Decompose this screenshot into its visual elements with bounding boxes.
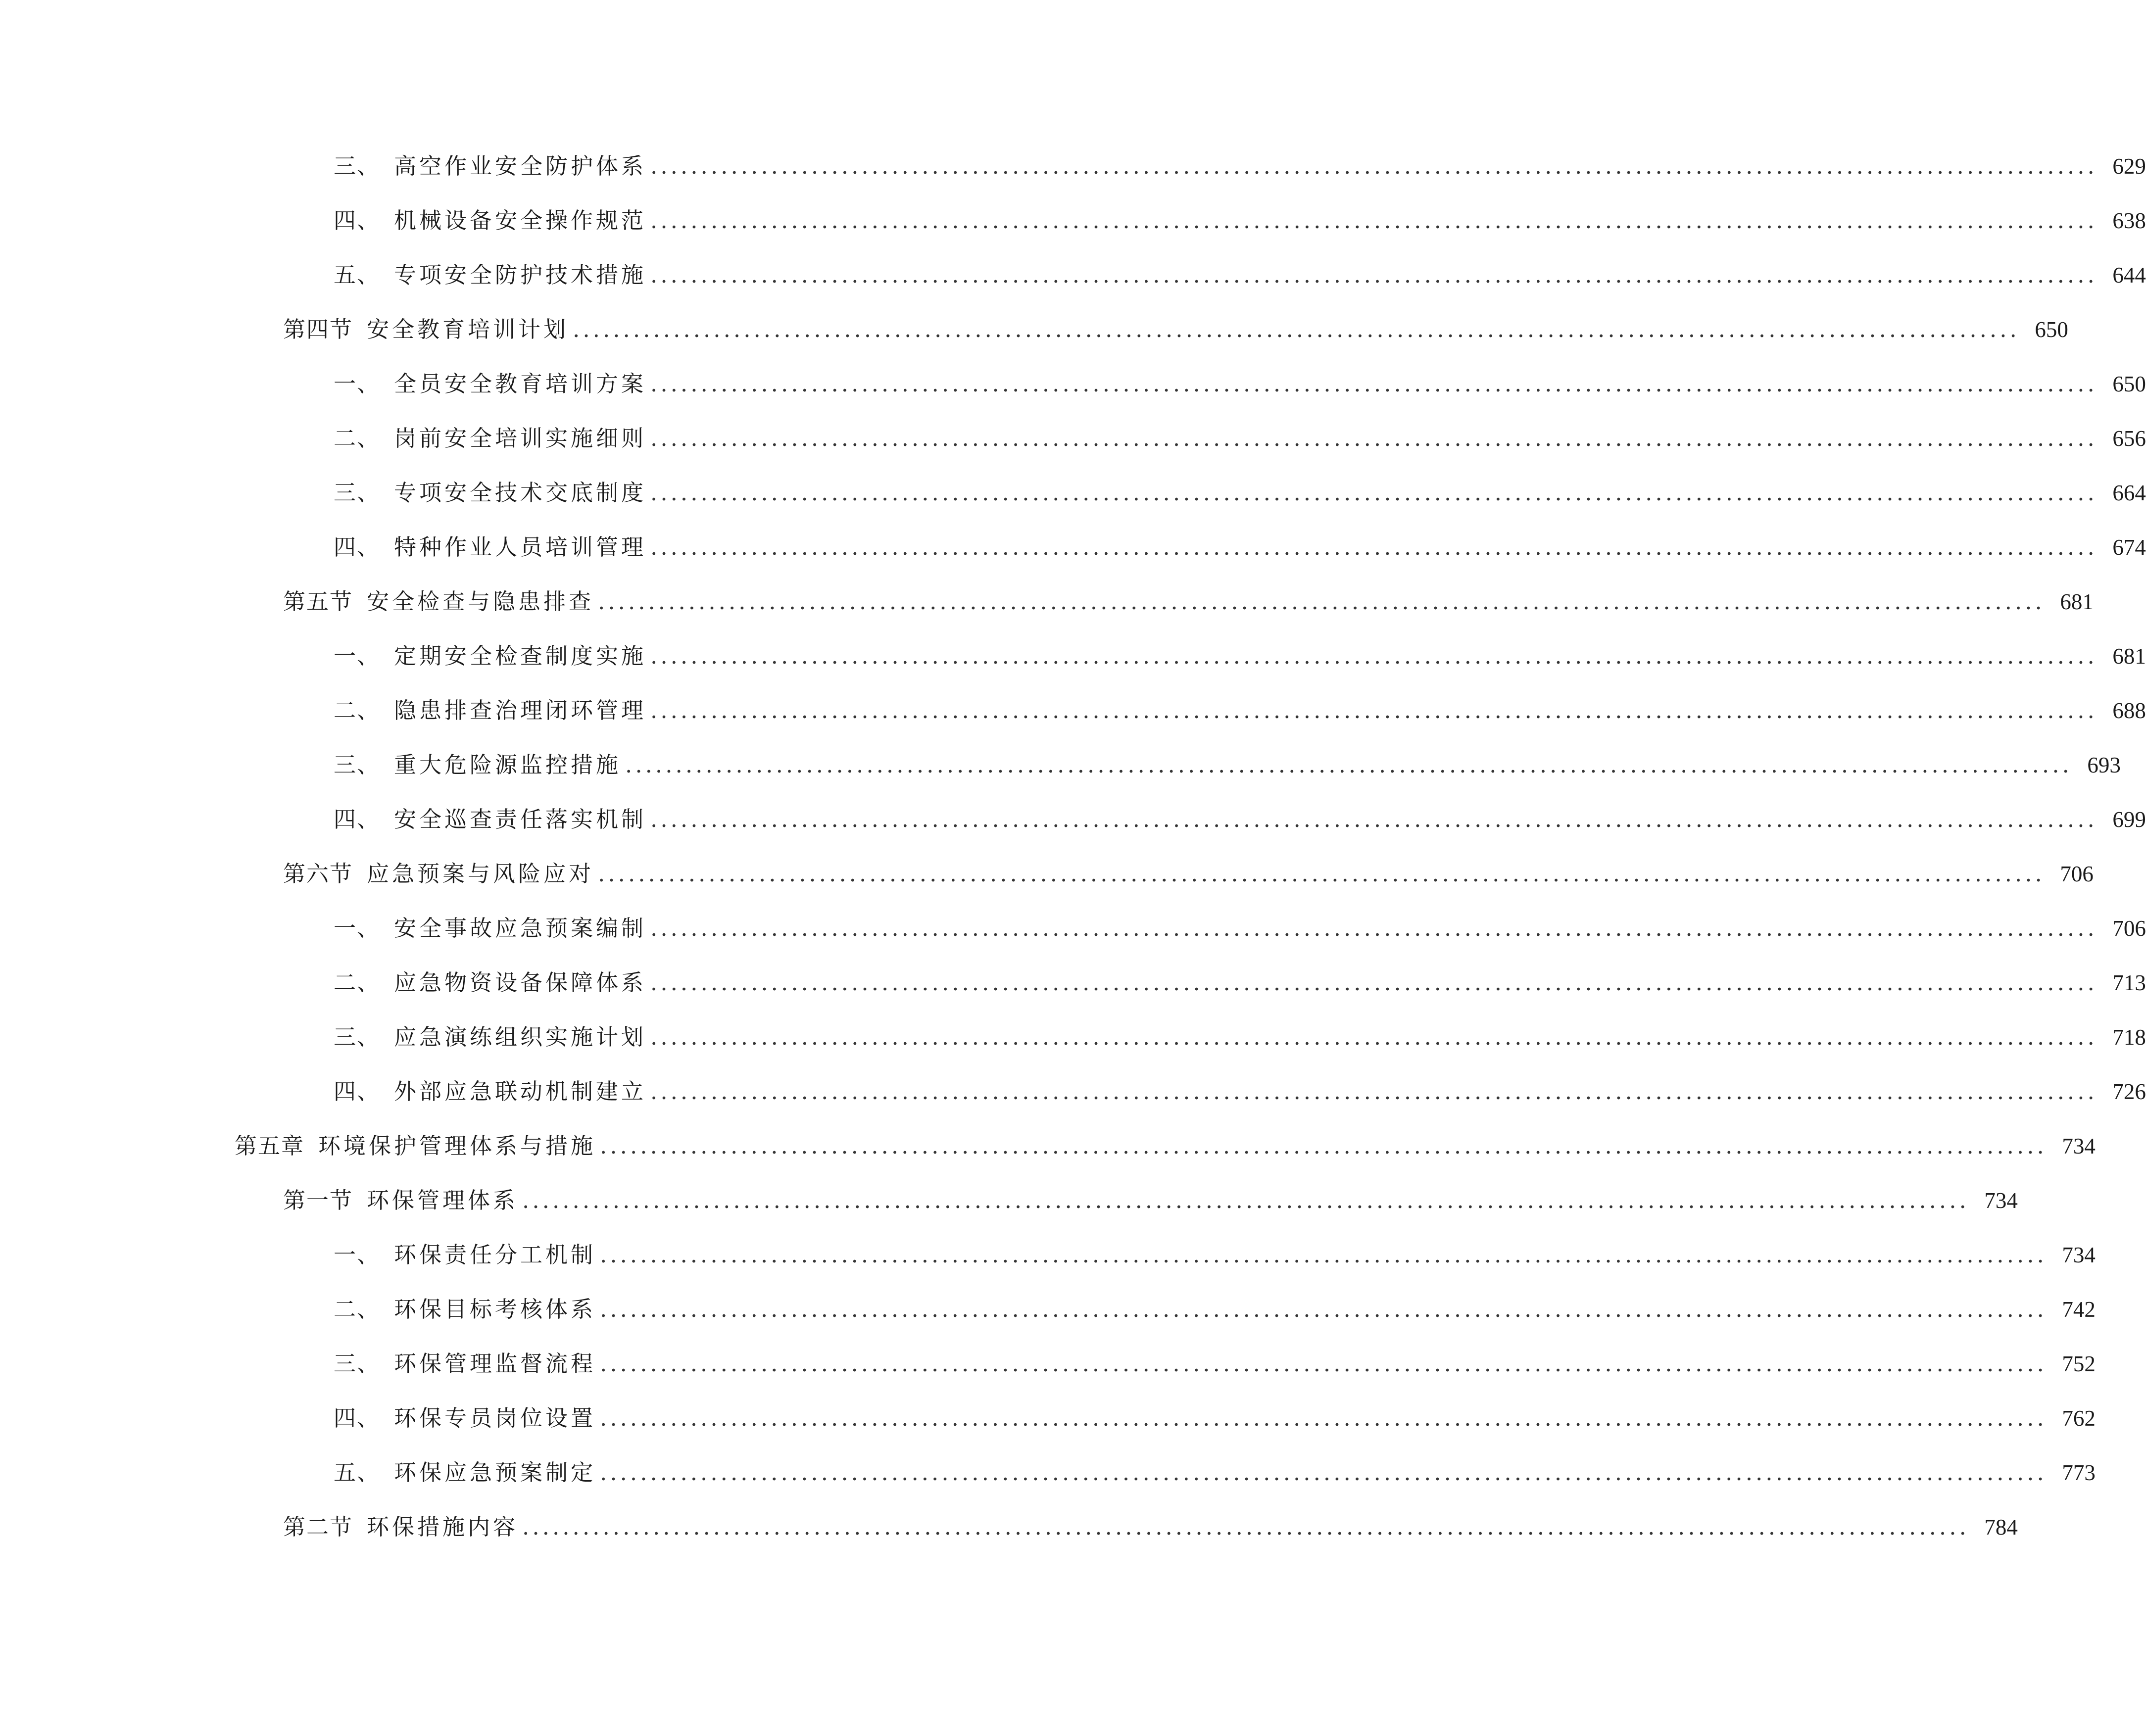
dot-leader: ................................................................................................................................................ [625,752,2072,778]
page-number: 681 [2112,644,2146,669]
dot-leader: ................................................................................................................................................ [650,425,2097,451]
entry-title: 环保管理体系 [367,1187,519,1213]
toc-entry[interactable] [334,745,2121,785]
entry-title: 环保管理监督流程 [394,1350,596,1377]
page-number: 699 [2112,807,2146,832]
entry-title: 专项安全技术交底制度 [394,480,647,506]
dot-leader: ................................................................................................................................................ [650,643,2097,669]
toc-entry[interactable] [334,419,2146,458]
entry-title: 外部应急联动机制建立 [394,1078,647,1105]
toc-entry[interactable] [334,528,2146,567]
entry-number: 三、 [334,153,381,179]
page-number: 734 [1984,1188,2018,1213]
entry-title: 重大危险源监控措施 [394,752,622,778]
toc-entry[interactable] [334,1453,2096,1493]
entry-number: 一、 [334,371,381,397]
dot-leader: ................................................................................................................................................ [600,1350,2047,1377]
page-number: 656 [2112,426,2146,451]
toc-entry[interactable] [334,1290,2096,1329]
toc-entry[interactable] [334,201,2146,241]
entry-title: 环保应急预案制定 [394,1459,596,1486]
entry-number: 三、 [334,1350,381,1377]
toc-entry[interactable] [283,1181,2018,1220]
entry-number: 四、 [334,1405,381,1431]
entry-number: 第四节 [283,316,353,342]
entry-number: 第五章 [235,1133,305,1159]
entry-number: 二、 [334,969,381,996]
dot-leader: ................................................................................................................................................ [650,915,2097,941]
entry-title: 应急物资设备保障体系 [394,969,647,996]
page-number: 742 [2062,1297,2096,1322]
entry-number: 二、 [334,425,381,451]
toc-entry[interactable] [334,255,2146,295]
entry-title: 特种作业人员培训管理 [394,534,647,560]
page-number: 629 [2112,154,2146,179]
entry-number: 第一节 [283,1187,353,1213]
entry-number: 四、 [334,1078,381,1105]
dot-leader: ................................................................................................................................................ [522,1514,1969,1540]
page-number: 706 [2060,862,2094,886]
dot-leader: ................................................................................................................................................ [650,207,2097,234]
toc-entry[interactable] [283,854,2094,894]
entry-title: 高空作业安全防护体系 [394,153,647,179]
entry-number: 一、 [334,915,381,941]
page-number: 650 [2112,372,2146,396]
dot-leader: ................................................................................................................................................ [650,153,2097,179]
dot-leader: ................................................................................................................................................ [650,969,2097,996]
dot-leader: ................................................................................................................................................ [598,861,2045,887]
toc-entry[interactable] [334,364,2146,404]
toc-entry[interactable] [334,636,2146,676]
entry-number: 三、 [334,1024,381,1050]
toc-entry[interactable] [334,909,2146,948]
toc-entry[interactable] [283,1507,2018,1547]
toc-entry[interactable] [334,963,2146,1003]
entry-title: 安全事故应急预案编制 [394,915,647,941]
toc-entry[interactable] [334,1235,2096,1275]
toc-entry[interactable] [283,582,2094,622]
dot-leader: ................................................................................................................................................ [598,588,2045,615]
entry-title: 安全教育培训计划 [367,316,569,342]
page-number: 713 [2112,970,2146,995]
dot-leader: ................................................................................................................................................ [650,1078,2097,1105]
dot-leader: ................................................................................................................................................ [600,1405,2047,1431]
page-number: 726 [2112,1079,2146,1104]
toc-entry[interactable] [283,310,2068,349]
page-number: 752 [2062,1351,2096,1376]
entry-title: 环境保护管理体系与措施 [318,1133,596,1159]
entry-title: 环保专员岗位设置 [394,1405,596,1431]
page-number: 650 [2035,317,2068,342]
dot-leader: ................................................................................................................................................ [600,1133,2047,1159]
page-number: 718 [2112,1025,2146,1050]
toc-entry[interactable] [334,691,2146,730]
page-number: 688 [2112,698,2146,723]
entry-title: 安全检查与隐患排查 [367,588,594,615]
entry-title: 环保措施内容 [367,1514,519,1540]
entry-number: 第五节 [283,588,353,615]
entry-number: 四、 [334,806,381,832]
toc-entry[interactable] [334,800,2146,839]
dot-leader: ................................................................................................................................................ [650,806,2097,832]
page-number: 773 [2062,1460,2096,1485]
entry-title: 全员安全教育培训方案 [394,371,647,397]
dot-leader: ................................................................................................................................................ [650,1024,2097,1050]
entry-title: 机械设备安全操作规范 [394,207,647,234]
entry-title: 隐患排查治理闭环管理 [394,697,647,723]
toc-entry[interactable] [334,1017,2146,1057]
toc-entry[interactable] [334,1398,2096,1438]
dot-leader: ................................................................................................................................................ [600,1296,2047,1322]
page-number: 644 [2112,263,2146,288]
toc-entry[interactable] [334,473,2146,513]
toc-entry[interactable] [334,1072,2146,1111]
entry-title: 环保目标考核体系 [394,1296,596,1322]
entry-number: 一、 [334,1242,381,1268]
entry-number: 四、 [334,207,381,234]
page-number: 664 [2112,481,2146,505]
entry-number: 二、 [334,697,381,723]
entry-title: 专项安全防护技术措施 [394,262,647,288]
page-number: 638 [2112,208,2146,233]
entry-title: 环保责任分工机制 [394,1242,596,1268]
dot-leader: ................................................................................................................................................ [600,1459,2047,1486]
dot-leader: ................................................................................................................................................ [650,697,2097,723]
page-number: 734 [2062,1134,2096,1158]
entry-number: 第六节 [283,861,353,887]
entry-number: 一、 [334,643,381,669]
page-number: 681 [2060,589,2094,614]
entry-number: 二、 [334,1296,381,1322]
toc-entry[interactable] [235,1126,2096,1166]
dot-leader: ................................................................................................................................................ [650,534,2097,560]
dot-leader: ................................................................................................................................................ [522,1187,1969,1213]
dot-leader: ................................................................................................................................................ [573,316,2020,342]
dot-leader: ................................................................................................................................................ [650,262,2097,288]
page-number: 693 [2087,753,2121,777]
entry-title: 岗前安全培训实施细则 [394,425,647,451]
page-number: 734 [2062,1243,2096,1267]
toc-entry[interactable] [334,146,2146,186]
entry-number: 三、 [334,752,381,778]
entry-number: 五、 [334,1459,381,1486]
dot-leader: ................................................................................................................................................ [650,371,2097,397]
entry-title: 安全巡查责任落实机制 [394,806,647,832]
entry-number: 四、 [334,534,381,560]
page-number: 706 [2112,916,2146,941]
page-number: 762 [2062,1406,2096,1431]
entry-title: 定期安全检查制度实施 [394,643,647,669]
entry-title: 应急演练组织实施计划 [394,1024,647,1050]
entry-number: 五、 [334,262,381,288]
dot-leader: ................................................................................................................................................ [650,480,2097,506]
page-number: 784 [1984,1515,2018,1540]
dot-leader: ................................................................................................................................................ [600,1242,2047,1268]
entry-number: 三、 [334,480,381,506]
toc-entry[interactable] [334,1344,2096,1384]
page-number: 674 [2112,535,2146,560]
entry-number: 第二节 [283,1514,353,1540]
entry-title: 应急预案与风险应对 [367,861,594,887]
